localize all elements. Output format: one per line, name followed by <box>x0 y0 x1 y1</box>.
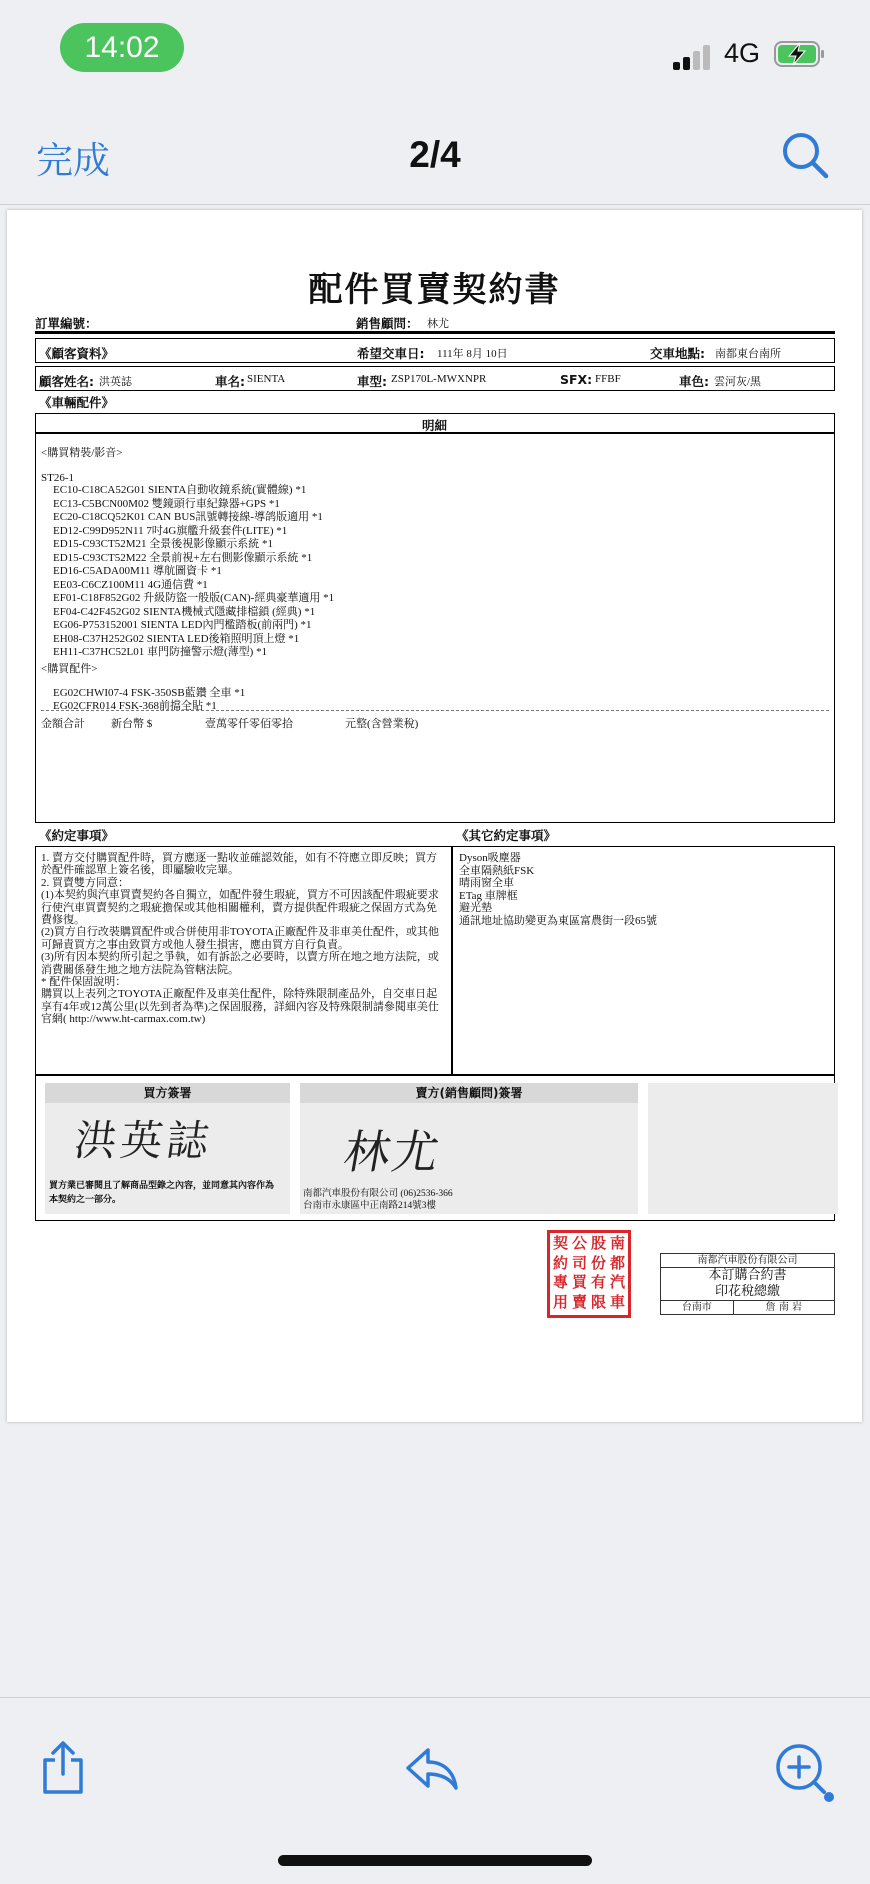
delivery-date-label: 希望交車日: <box>357 346 425 361</box>
stamp-tax-box <box>660 1253 835 1315</box>
accessory-item: EF04-C42F452G02 SIENTA機械式隱藏排檔鎖 (經典) *1 <box>53 605 316 618</box>
contract-document <box>7 210 862 1422</box>
car-color-value: 雲河灰/黑 <box>714 376 762 388</box>
document-page[interactable] <box>7 210 862 1422</box>
status-time: 14:02 <box>60 23 184 72</box>
signal-icon <box>673 44 713 70</box>
car-model-value: ZSP170L-MWXNPR <box>391 373 487 385</box>
terms-section-title: 《約定事項》 <box>39 828 115 843</box>
car-color-label: 車色: <box>679 374 709 389</box>
order-no-label: 訂單編號： <box>35 316 98 331</box>
sfx-label: SFX: <box>560 372 593 387</box>
network-type: 4G <box>724 38 761 68</box>
seller-address: 台南市永康區中正南路214號3樓 <box>303 1201 437 1211</box>
car-name-value: SIENTA <box>247 373 286 385</box>
detail-header: 明細 <box>421 418 447 433</box>
accessory-item: EE03-C6CZ100M11 4G通信費 *1 <box>53 578 208 591</box>
accessory-item: ED16-C5ADA00M11 導航圖資卡 *1 <box>53 565 222 577</box>
seller-sign-header: 賣方(銷售顧問)簽署 <box>300 1083 638 1103</box>
status-bar <box>0 0 870 100</box>
other-term-item: 通訊地址協助變更為東區富農街一段65號 <box>459 914 657 927</box>
markup-zoom-icon[interactable] <box>772 1740 838 1806</box>
terms-text: 1. 賣方交付購買配件時，買方應逐一點收並確認效能，如有不符應立即反映；買方於配件確認單上簽名後，即屬驗收完畢。 2. 買賣雙方同意： (1)本契約與汽車買賣契約各自獨立，如配件發生瑕疵，買方不可因該配件瑕疵要求行使汽車買賣契約之瑕疵擔保或其他相關權利，賣方提供配件瑕疵之保固方式為免費修復。 (2)買方自行改裝購買配件或合併使用非TOYOTA正廠配件及非車美仕配件，或其他可歸責買方之事由致買方或他人發生損害，應由買方自行負責。 (3)所有因本契約所引起之爭執，如有訴訟之必要時，以賣方所在地之地方法院，或消費關係發生地之地方法院為管轄法院。 * 配件保固說明： 購買以上表列之TOYOTA正廠配件及車美仕配件，除特殊限制產品外，自交車日起享有4年或12萬公里(以先到者為準)之保固服務，詳細內容及特殊限制請參閱車美仕官網( http://www.ht-carmax.com.tw) <box>41 852 439 1026</box>
page-indicator: 2/4 <box>409 134 461 175</box>
accessory-item: EC10-C18CA52G01 SIENTA自動收鏡系統(實體線) *1 <box>53 484 307 496</box>
reply-icon[interactable] <box>404 1740 460 1796</box>
accessory-item: ED15-C93CT52M22 全景前視+左右側影像顯示系統 *1 <box>53 551 313 564</box>
dashed-divider <box>41 710 829 711</box>
accessory-item: EG06-P753152001 SIENTA LED內門檻踏板(前兩門) *1 <box>53 619 312 631</box>
package-code: ST26-1 <box>41 472 74 484</box>
tax-stamp-panel <box>648 1083 838 1214</box>
search-icon[interactable] <box>780 130 830 180</box>
done-button[interactable]: 完成 <box>36 130 110 184</box>
car-name-label: 車名: <box>215 374 245 389</box>
tax-office: 詹 南 岩 <box>765 1302 803 1313</box>
delivery-place-value: 南都東台南所 <box>715 348 781 360</box>
divider <box>35 331 835 334</box>
total-amount: 壹萬零仟零佰零拾 <box>205 718 293 730</box>
tax-line2: 印花稅總繳 <box>661 1284 834 1301</box>
purchase-group-title: <購買配件> <box>41 663 98 675</box>
vehicle-section-title: 《車輛配件》 <box>39 395 115 410</box>
accessory-item: ED15-C93CT52M21 全景後視影像顯示系統 *1 <box>53 538 273 550</box>
other-term-item: ETag 車牌框 <box>459 889 518 902</box>
other-term-item: 避光墊 <box>459 902 492 914</box>
tax-city: 台南市 <box>661 1301 734 1314</box>
accessory-item: EC20-C18CQ52K01 CAN BUS訊號轉接線-導鸽版適用 *1 <box>53 511 323 523</box>
buyer-sign-header: 買方簽署 <box>45 1083 290 1103</box>
other-term-item: 晴雨窗全車 <box>459 877 514 889</box>
accessory-item: EG02CHWI07-4 FSK-350SB藍鑽 全車 *1 <box>53 687 246 699</box>
other-term-item: Dyson吸塵器 <box>459 852 521 864</box>
other-terms-section-title: 《其它約定事項》 <box>456 828 557 843</box>
delivery-date-value: 111年 8月 10日 <box>437 348 508 360</box>
total-currency: 新台幣 $ <box>111 718 153 730</box>
tax-company: 南都汽車股份有限公司 <box>661 1254 834 1268</box>
accessory-item: EH11-C37HC52L01 車門防撞警示燈(薄型) *1 <box>53 646 268 658</box>
customer-section-title: 《顧客資料》 <box>39 346 115 361</box>
accessory-item: EH08-C37H252G02 SIENTA LED後箱照明頂上燈 *1 <box>53 632 300 645</box>
customer-name-label: 顧客姓名: <box>39 374 94 389</box>
other-term-item: 全車隔熱紙FSK <box>459 864 535 877</box>
buyer-signature: 洪英誌 <box>71 1116 217 1165</box>
document-title: 配件買賣契約書 <box>308 270 561 310</box>
home-indicator <box>278 1855 592 1866</box>
car-model-label: 車型: <box>357 374 387 389</box>
share-icon[interactable] <box>35 1740 91 1796</box>
battery-charging-icon <box>774 40 826 68</box>
sales-label: 銷售顧問： <box>356 316 419 331</box>
accessory-item: EC13-C5BCN00M02 雙鏡頭行車紀錄器+GPS *1 <box>53 497 280 510</box>
buyer-note: 買方業已審閱且了解商品型錄之內容，並同意其內容作為本契約之一部分。 <box>49 1181 275 1205</box>
total-suffix: 元整(含營業稅) <box>345 718 419 730</box>
accessory-item: EF01-C18F852G02 升級防盜一般版(CAN)-經典豪華適用 *1 <box>53 592 335 604</box>
sales-value: 林尤 <box>427 318 449 330</box>
total-label: 金額合計 <box>41 718 85 730</box>
divider <box>451 846 453 1075</box>
accessory-item: ED12-C99D952N11 7吋4G旗艦升級套件(LITE) *1 <box>53 524 288 537</box>
company-seal-stamp: 契 公 股 南 約 司 份 都 專 買 有 汽 用 賣 限 車 <box>547 1230 631 1318</box>
purchase-group-title: <購買精裝/影音> <box>41 447 123 459</box>
customer-name-value: 洪英誌 <box>99 376 132 388</box>
nav-bar <box>0 100 870 205</box>
accessory-item: EG02CFR014 FSK-368前擋全貼 *1 <box>53 699 217 712</box>
tax-line1: 本訂購合約書 <box>708 1268 787 1283</box>
seller-company: 南都汽車股份有限公司 (06)2536-366 <box>303 1189 453 1199</box>
seller-signature: 林尤 <box>339 1125 446 1179</box>
accessories-box <box>35 413 835 823</box>
sfx-value: FFBF <box>595 373 621 385</box>
delivery-place-label: 交車地點: <box>650 346 705 361</box>
